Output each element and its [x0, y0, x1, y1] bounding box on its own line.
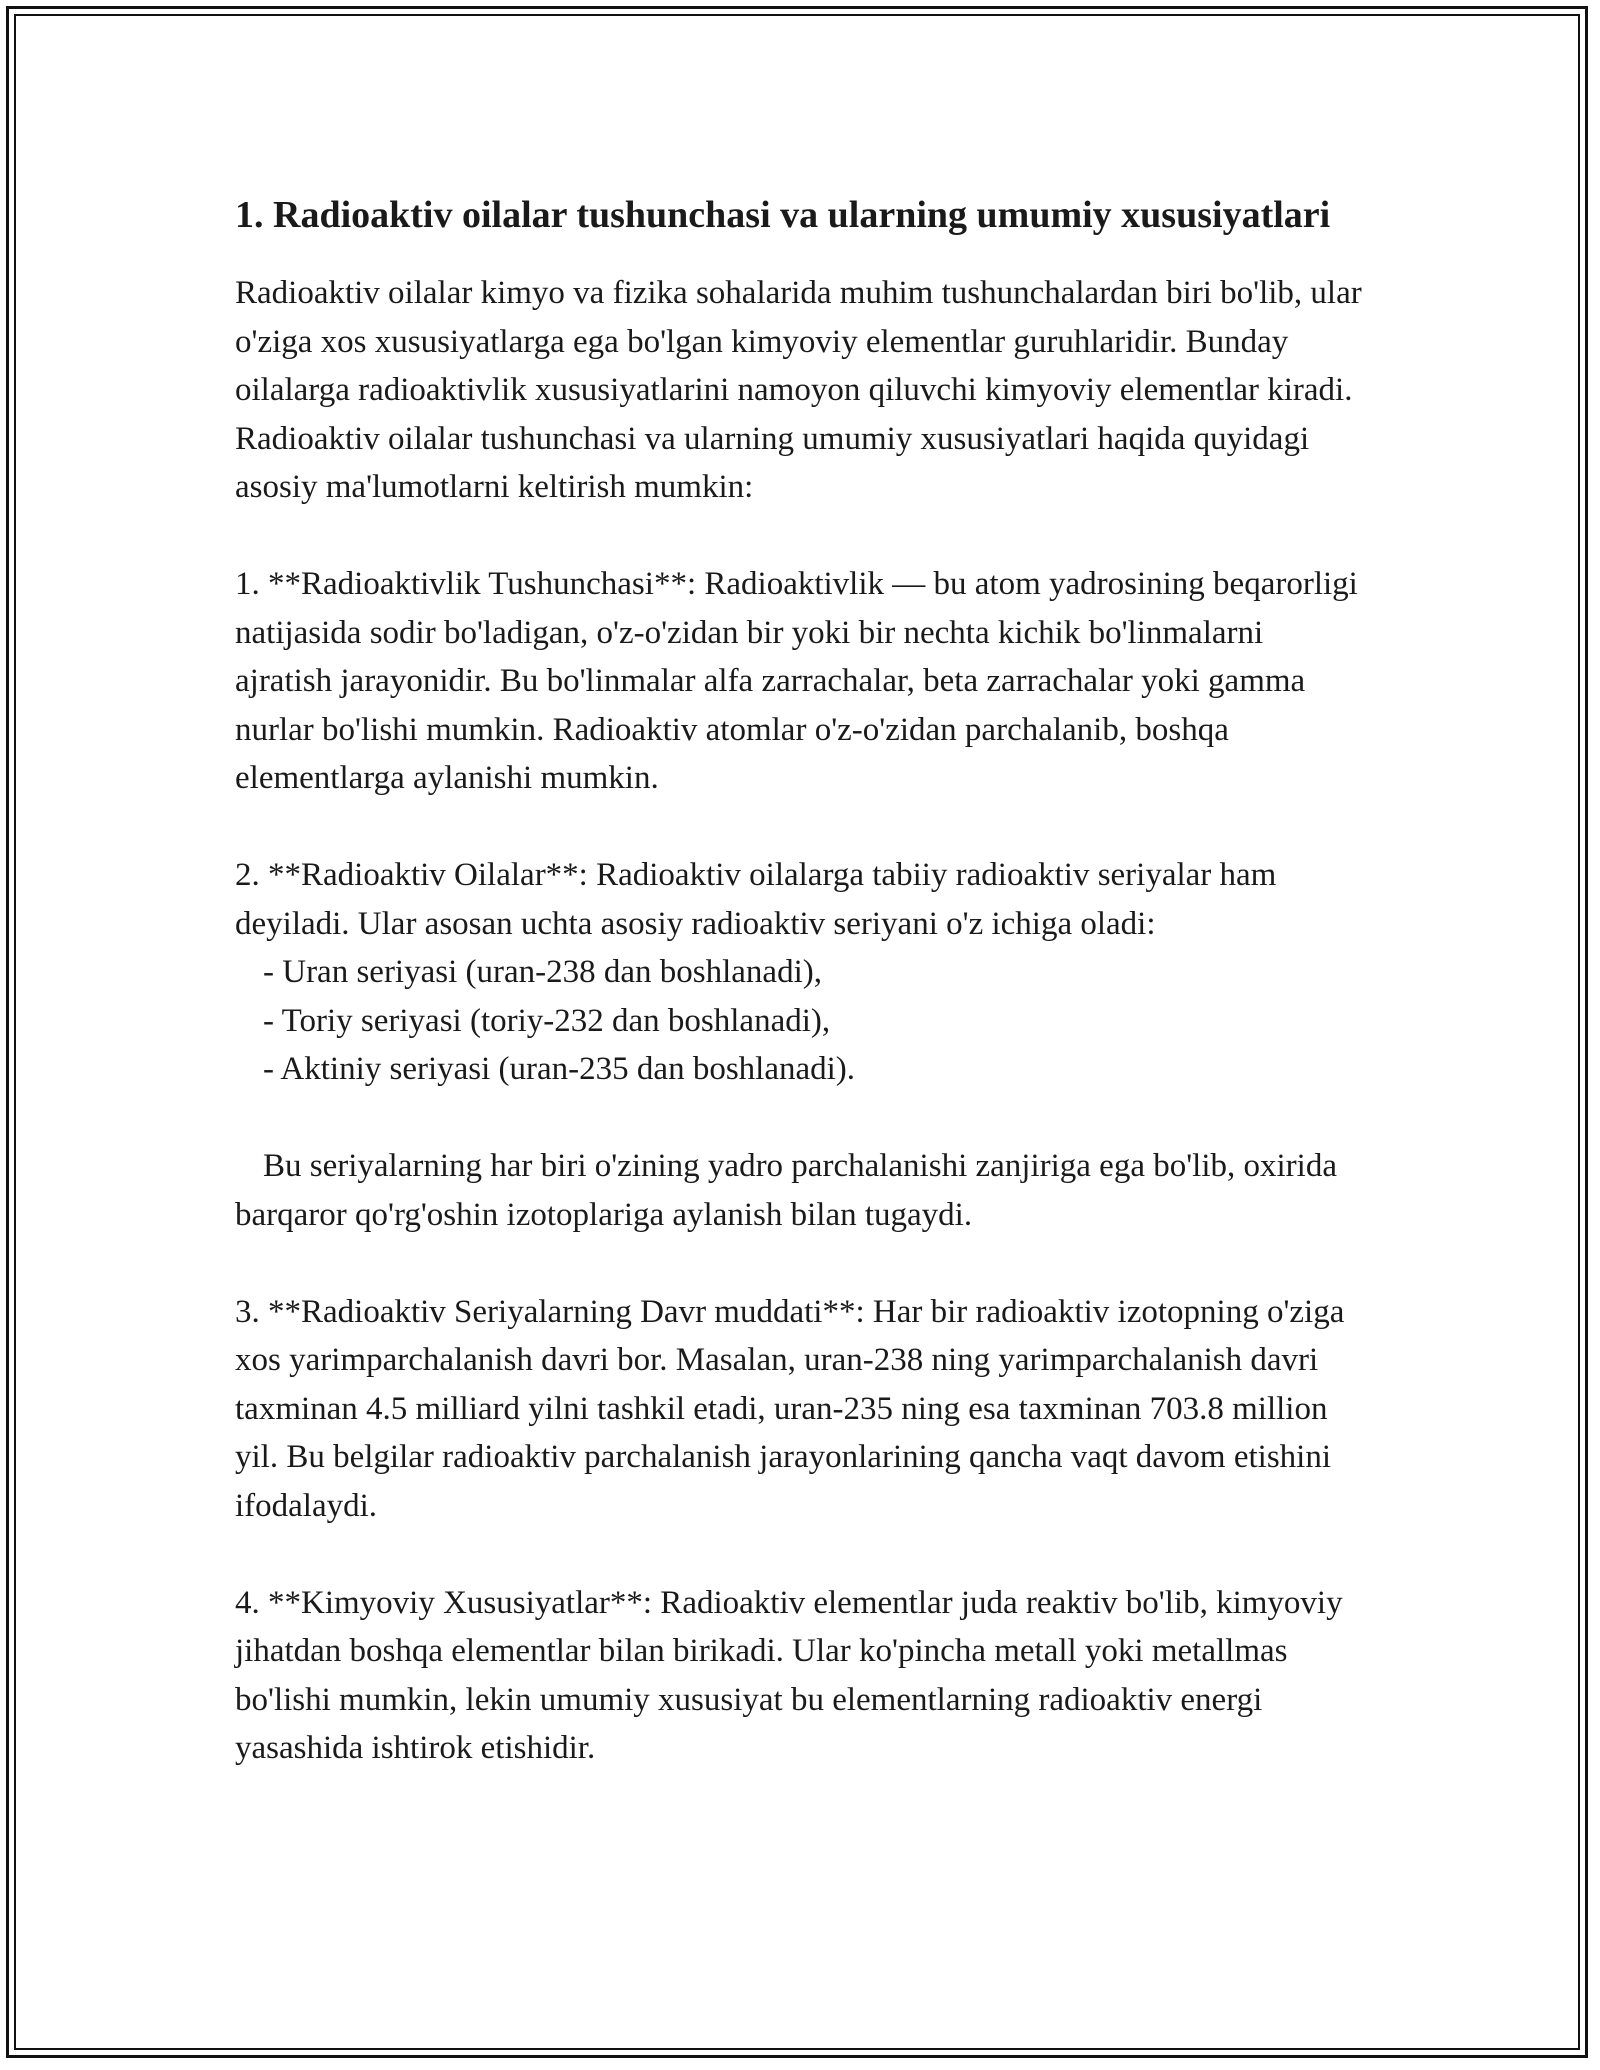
item-3-paragraph: 3. **Radioaktiv Seriyalarning Davr muddati**: Har bir radioaktiv izotopning o'ziga xos yarimparchalanish davri bor. Masalan, uran-238 ning yarimparchalanish davri taxminan 4.5 milliard yilni tashkil etadi, uran-235 ning esa taxminan 703.8 million yil. Bu belgilar radioaktiv parchalanish jarayonlarining qancha vaqt davom etishini ifodalaydi. — [235, 1293, 1345, 1524]
paragraph-gap — [235, 803, 1365, 852]
item-4-paragraph: 4. **Kimyoviy Xususiyatlar**: Radioaktiv elementlar juda reaktiv bo'lib, kimyoviy jihatdan boshqa elementlar bilan birikadi. Ular ko'pincha metall yoki metallmas bo'lishi mumkin, lekin umumiy xususiyat bu elementlarning radioaktiv energi yasashida ishtirok etishidir. — [235, 1584, 1343, 1766]
paragraph-gap — [235, 1530, 1365, 1579]
series-item-toriy: - Toriy seriyasi (toriy-232 dan boshlanadi), — [263, 1002, 831, 1039]
series-item-uran: - Uran seriyasi (uran-238 dan boshlanadi), — [263, 954, 822, 990]
series-note-text: Bu seriyalarning har biri o'zining yadro parchalanishi zanjiriga ega bo'lib, oxirida barqaror qo'rg'oshin izotoplariga aylanish bilan tugaydi. — [235, 1148, 1337, 1233]
item-1-paragraph: 1. **Radioaktivlik Tushunchasi**: Radioaktivlik — bu atom yadrosining beqarorligi natijasida sodir bo'ladigan, o'z-o'zidan bir yoki bir nechta kichik bo'linmalarni ajratish jarayonidir. Bu bo'linmalar alfa zarrachalar, beta zarrachalar yoki gamma nurlar bo'lishi mumkin. Radioaktiv atomlar o'z-o'zidan parchalanib, boshqa elementlarga aylanishi mumkin. — [235, 566, 1358, 796]
series-note-paragraph — [235, 1142, 1365, 1239]
item-2-paragraph: 2. **Radioaktiv Oilalar**: Radioaktiv oilalarga tabiiy radioaktiv seriyalar ham deyiladi. Ular asosan uchta asosiy radioaktiv seriyani o'z ichiga oladi: — [235, 857, 1277, 942]
intro-paragraph: Radioaktiv oilalar kimyo va fizika sohalarida muhim tushunchalardan biri bo'lib, ular o'ziga xos xususiyatlarga ega bo'lgan kimyoviy elementlar guruhlaridir. Bunday oilalarga radioaktivlik xususiyatlarini namoyon qiluvchi kimyoviy elementlar kiradi. Radioaktiv oilalar tushunchasi va ularning umumiy xususiyatlari haqida quyidagi asosiy ma'lumotlarni keltirish mumkin: — [235, 275, 1362, 505]
paragraph-gap — [235, 1094, 1365, 1143]
paragraph-gap — [235, 512, 1365, 561]
document-body — [235, 188, 1365, 1773]
section-heading: 1. Radioaktiv oilalar tushunchasi va ularning umumiy xususiyatlari — [235, 194, 1331, 236]
series-item-aktiniy: - Aktiniy seriyasi (uran-235 dan boshlanadi). — [263, 1051, 856, 1087]
paragraph-gap — [235, 1239, 1365, 1288]
